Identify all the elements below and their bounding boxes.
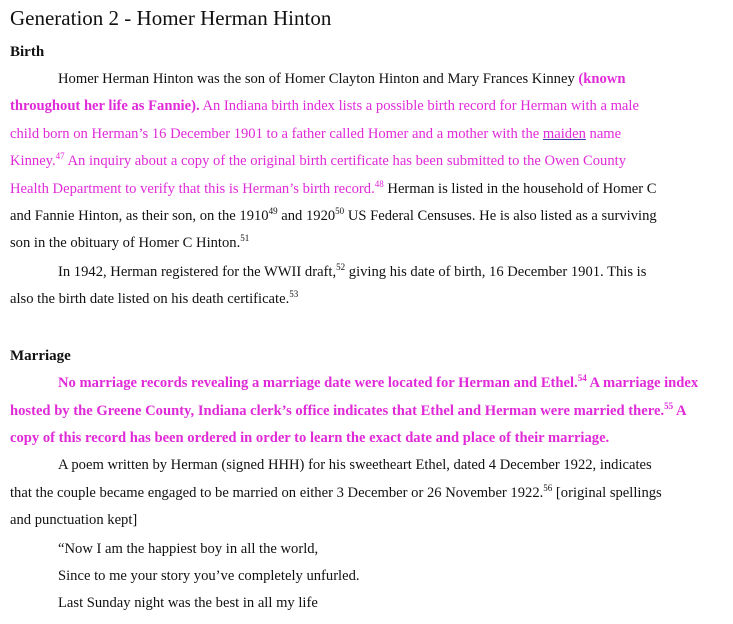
birth-heading: Birth	[10, 44, 45, 60]
marriage-line-2: hosted by the Greene County, Indiana clerk’s office indicates that Ethel and Herman were married there.$^{55}$ A	[10, 401, 687, 419]
marriage-line-1: No marriage records revealing a marriage date were located for Herman and Ethel.$^{54}$ A marriage index	[58, 373, 699, 391]
footnote-52: 52	[336, 262, 346, 272]
poem-line-3: Last Sunday night was the best in all my life	[58, 595, 318, 611]
birth-line-7: son in the obituary of Homer C Hinton.$^{51}$	[10, 233, 250, 251]
birth-line-1: Homer Herman Hinton was the son of Homer Clayton Hinton and Mary Frances Kinney (known	[58, 71, 626, 87]
birth-line-8: In 1942, Herman registered for the WWII draft,$^{52}$ giving his date of birth, 16 December 1901. This is	[58, 262, 647, 280]
footnote-50: 50	[335, 206, 345, 216]
page-title: Generation 2 - Homer Herman Hinton	[10, 6, 332, 30]
footnote-49: 49	[268, 206, 278, 216]
marriage-line-6: and punctuation kept]	[10, 512, 138, 528]
poem-line-1: “Now I am the happiest boy in all the world,	[58, 541, 319, 557]
footnote-51: 51	[240, 233, 250, 243]
birth-line-3: child born on Herman’s 16 December 1901 to a father called Homer and a mother with the maiden name	[10, 126, 622, 142]
birth-line-9: also the birth date listed on his death certificate.$^{53}$	[10, 289, 299, 307]
footnote-55: 55	[664, 401, 674, 411]
footnote-47: 47	[55, 151, 65, 161]
footnote-56: 56	[543, 483, 553, 493]
footnote-48: 48	[374, 179, 384, 189]
poem-line-2: Since to me your story you’ve completely unfurled.	[58, 568, 360, 584]
birth-line-4: Kinney.$^{47}$ An inquiry about a copy of the original birth certificate has been submitted to the Owen County	[10, 151, 626, 169]
marriage-line-4: A poem written by Herman (signed HHH) for his sweetheart Ethel, dated 4 December 1922, indicates	[58, 457, 652, 473]
footnote-54: 54	[577, 373, 587, 383]
marriage-line-5: that the couple became engaged to be married on either 3 December or 26 November 1922.56 [original spellings	[10, 483, 662, 501]
footnote-53: 53	[289, 289, 299, 299]
birth-line-6: and Fannie Hinton, as their son, on the 1910$^{49}$ and 1920$^{50}$ US Federal Censuses. He is also listed as a surviving	[10, 206, 657, 224]
marriage-heading: Marriage	[10, 348, 71, 364]
marriage-line-3: copy of this record has been ordered in order to learn the exact date and place of their marriage.	[10, 430, 610, 446]
maiden-underlined-word: maiden	[542, 126, 586, 142]
birth-line-2: throughout her life as Fannie). An Indiana birth index lists a possible birth record for Herman with a male	[10, 98, 639, 114]
birth-line-5: Health Department to verify that this is Herman’s birth record.$^{48}$ Herman is listed in the household of Homer C	[10, 179, 657, 197]
